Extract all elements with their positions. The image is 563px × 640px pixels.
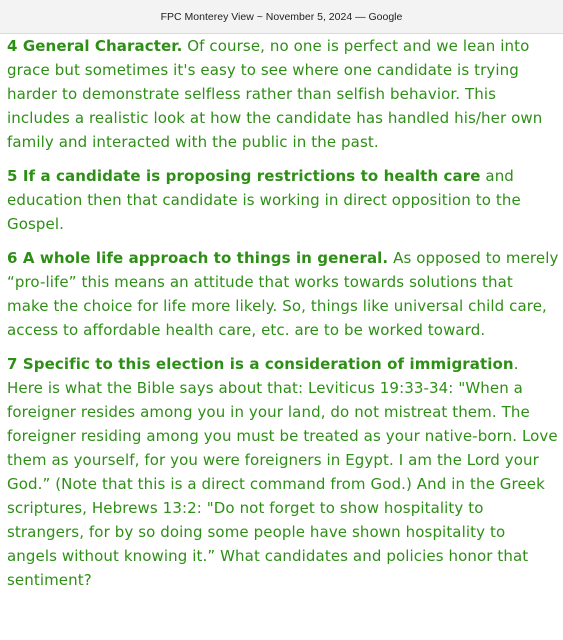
paragraph-heading: 4 General Character. xyxy=(7,37,183,55)
paragraph-heading: 7 Specific to this election is a consideration of immigration xyxy=(7,355,514,373)
paragraph-whole-life xyxy=(7,246,559,342)
paragraph-immigration xyxy=(7,352,559,592)
paragraph-text: and education then that candidate is working in direct opposition to the Gospel. xyxy=(7,167,521,233)
document-body xyxy=(7,34,559,592)
window-title-bar xyxy=(0,0,563,34)
paragraph-text: As opposed to merely “pro-life” this means an attitude that works towards solutions that make the choice for life more likely. So, things like universal child care, access to affordable health care, etc. are to be worked toward. xyxy=(7,249,559,339)
paragraph-text: . Here is what the Bible says about that: Leviticus 19:33-34: "When a foreigner resides among you in your land, do not mistreat them. The foreigner residing among you must be treated as your native-born. Love them as yourself, for you were foreigners in Egypt. I am the Lord your God.” (Note that this is a direct command from God.) And in the Greek scriptures, Hebrews 13:2: "Do not forget to show hospitality to strangers, for by so doing some people have shown hospitality to angels without knowing it.” What candidates and policies honor that sentiment? xyxy=(7,355,558,589)
paragraph-general-character xyxy=(7,34,559,154)
paragraph-heading: 5 If a candidate is proposing restrictions to health care xyxy=(7,167,481,185)
window-title: FPC Monterey View ~ November 5, 2024 — Google xyxy=(160,11,403,23)
paragraph-health-care xyxy=(7,164,559,236)
paragraph-heading: 6 A whole life approach to things in general. xyxy=(7,249,389,267)
paragraph-text: Of course, no one is perfect and we lean into grace but sometimes it's easy to see where one candidate is trying harder to demonstrate selfless rather than selfish behavior. This includes a realistic look at how the candidate has handled his/her own family and interacted with the public in the past. xyxy=(7,37,543,151)
